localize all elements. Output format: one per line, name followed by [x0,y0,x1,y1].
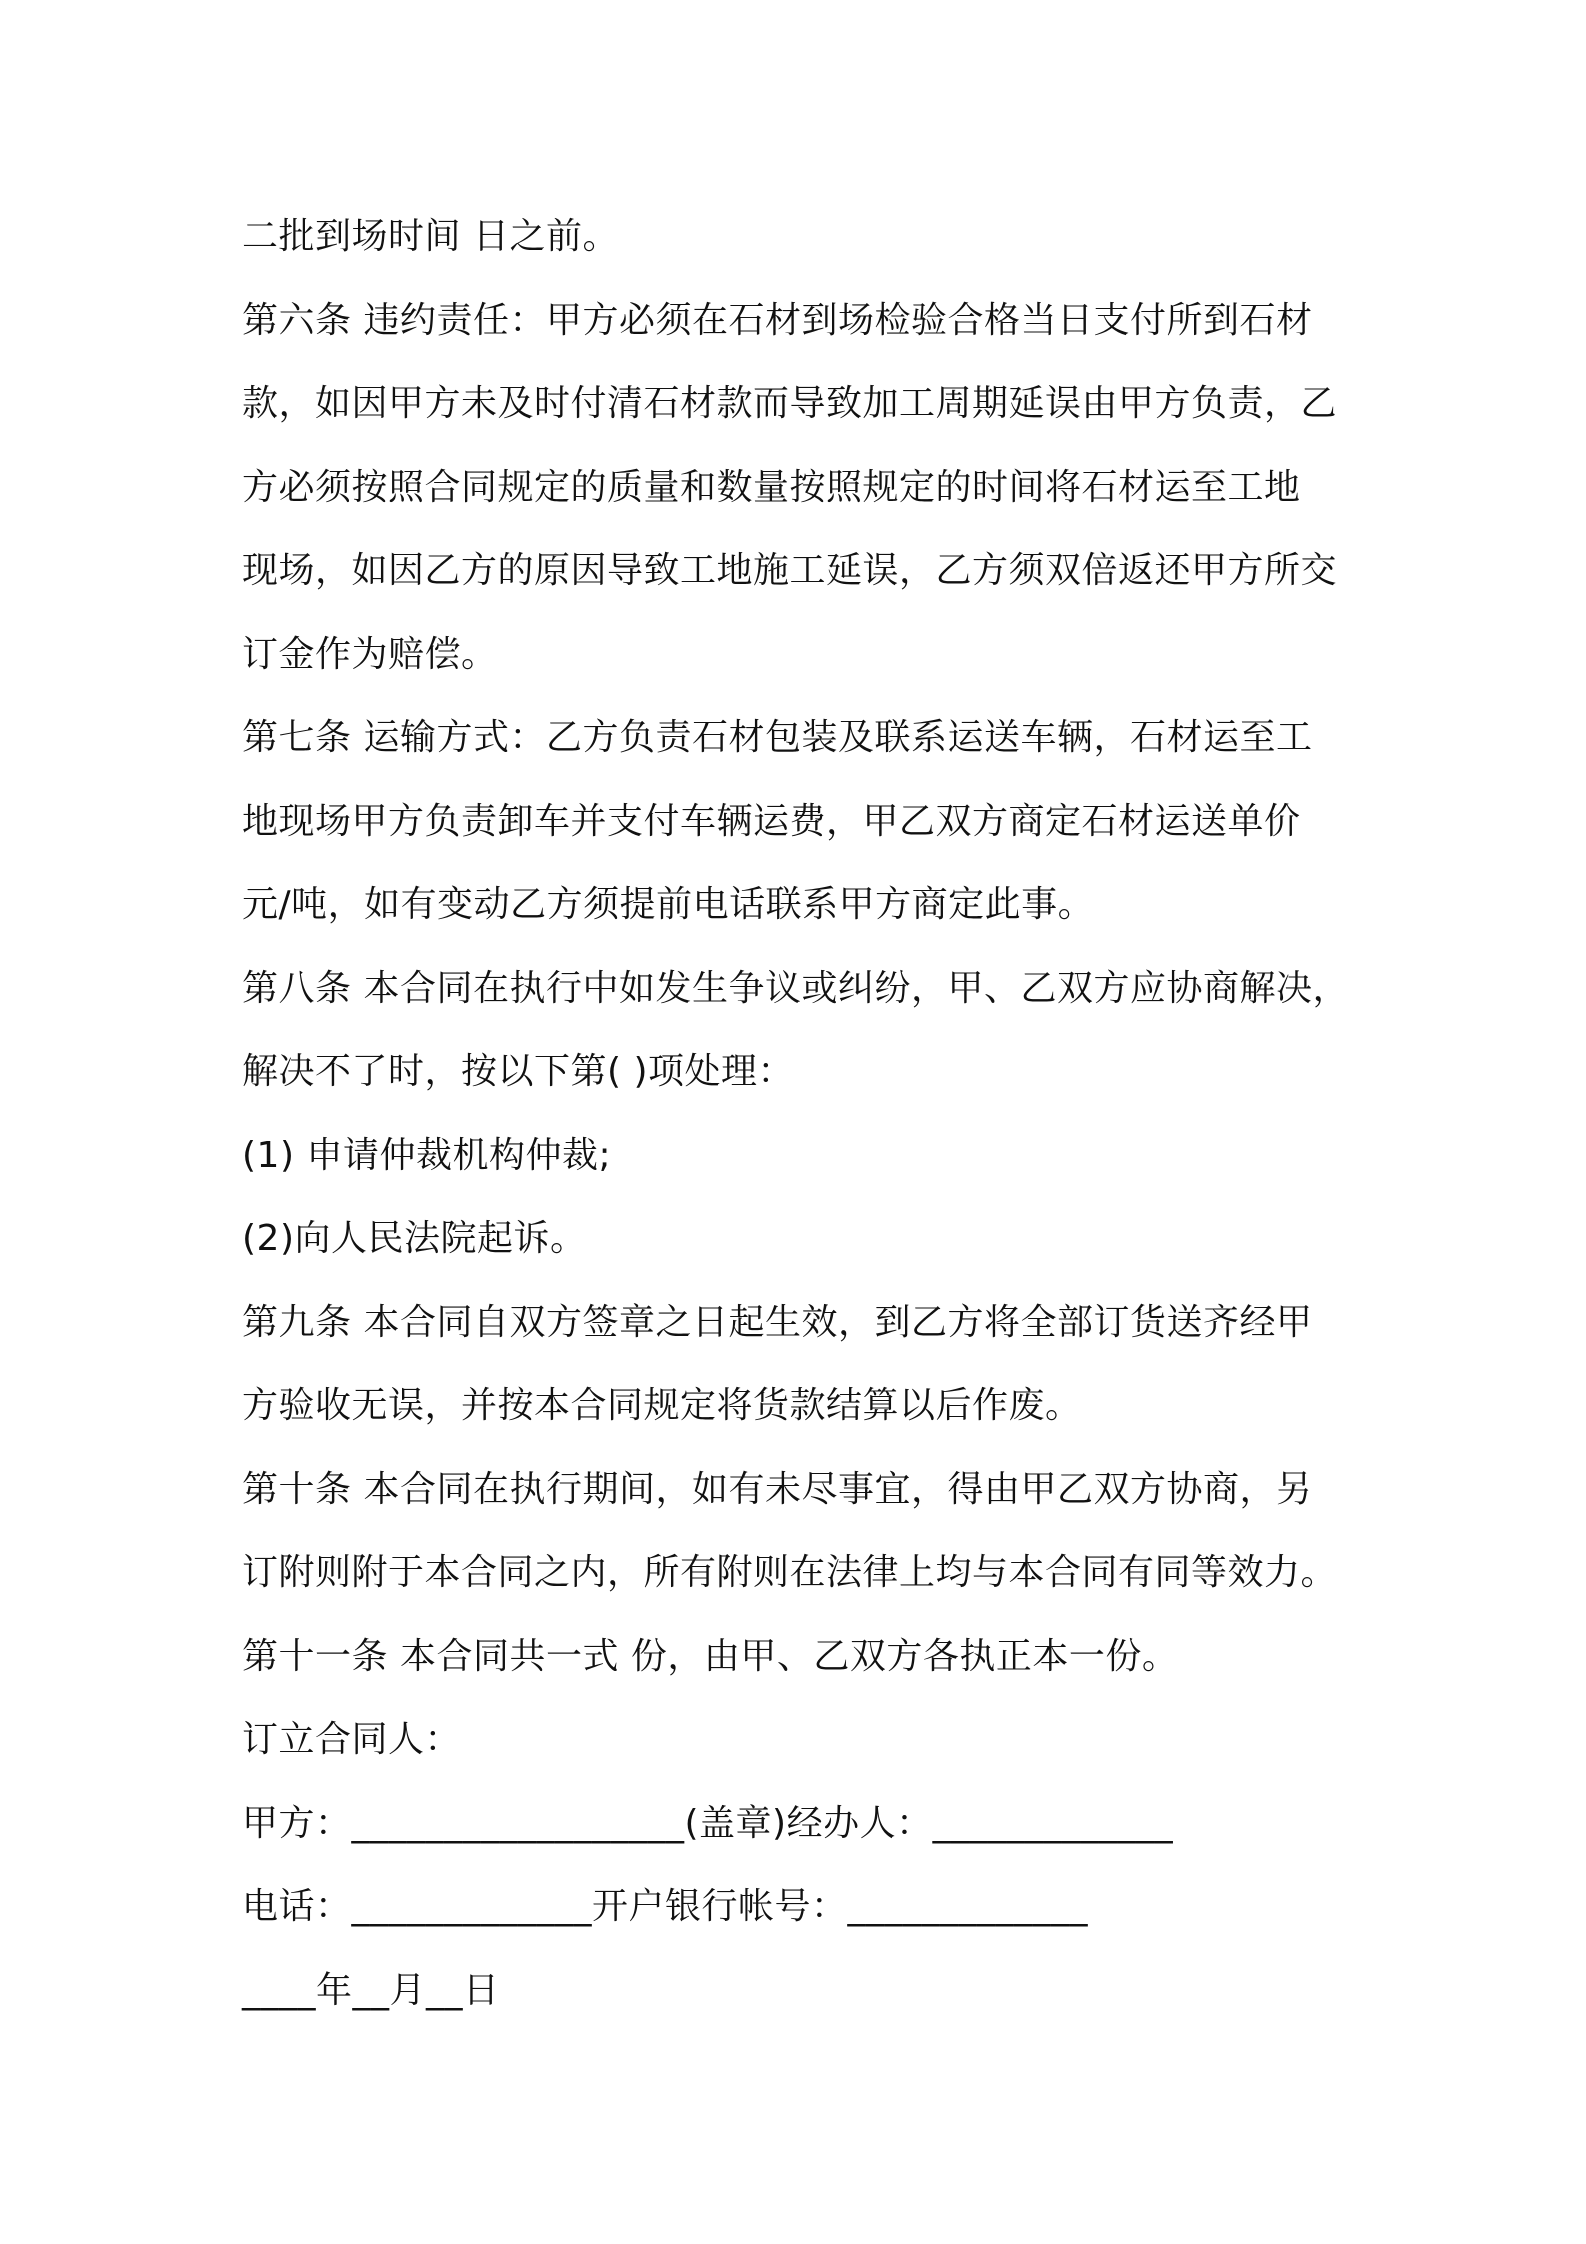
option-1-line: (1) 申请仲裁机构仲裁; [242,1134,612,1176]
text-line: 订附则附于本合同之内，所有附则在法律上均与本合同有同等效力。 [242,1552,1338,1593]
article-11-line: 第十一条 本合同共一式 份，由甲、乙双方各执正本一份。 [242,1635,1179,1677]
article-9-line: 第九条 本合同自双方签章之日起生效，到乙方将全部订货送齐经甲 [242,1301,1313,1343]
text-line: 解决不了时，按以下第( )项处理： [242,1051,795,1092]
text-line: 订金作为赔偿。 [242,633,498,675]
text-line: 方必须按照合同规定的质量和数量按照规定的时间将石材运至工地 [242,466,1301,508]
text-line: 方验收无误，并按本合同规定将货款结算以后作废。 [242,1385,1082,1426]
option-2-line: (2)向人民法院起诉。 [242,1218,587,1259]
article-8-line: 第八条 本合同在执行中如发生争议或纠纷，甲、乙双方应协商解决， [242,967,1349,1009]
date-line: ____年__月__日 [242,1969,500,2011]
text-line: 地现场甲方负责卸车并支付车辆运费，甲乙双方商定石材运送单价 [242,800,1301,842]
text-line: 现场，如因乙方的原因导致工地施工延误，乙方须双倍返还甲方所交 [242,550,1338,591]
signatory-heading: 订立合同人： [242,1719,462,1760]
contract-text [242,195,1392,2032]
text-line: 二批到场时间 日之前。 [242,216,619,257]
text-line: 款，如因甲方未及时付清石材款而导致加工周期延误由甲方负责，乙 [242,383,1338,424]
party-a-signature-line: 甲方：__________________(盖章)经办人：_____________ [242,1802,1174,1844]
article-10-line: 第十条 本合同在执行期间，如有未尽事宜，得由甲乙双方协商，另 [242,1468,1313,1510]
text-line: 元/吨，如有变动乙方须提前电话联系甲方商定此事。 [242,884,1095,925]
article-6-line: 第六条 违约责任：甲方必须在石材到场检验合格当日支付所到石材 [242,299,1313,341]
phone-bank-line: 电话：_____________开户银行帐号：_____________ [242,1886,1089,1927]
article-7-line: 第七条 运输方式：乙方负责石材包装及联系运送车辆，石材运至工 [242,717,1313,758]
